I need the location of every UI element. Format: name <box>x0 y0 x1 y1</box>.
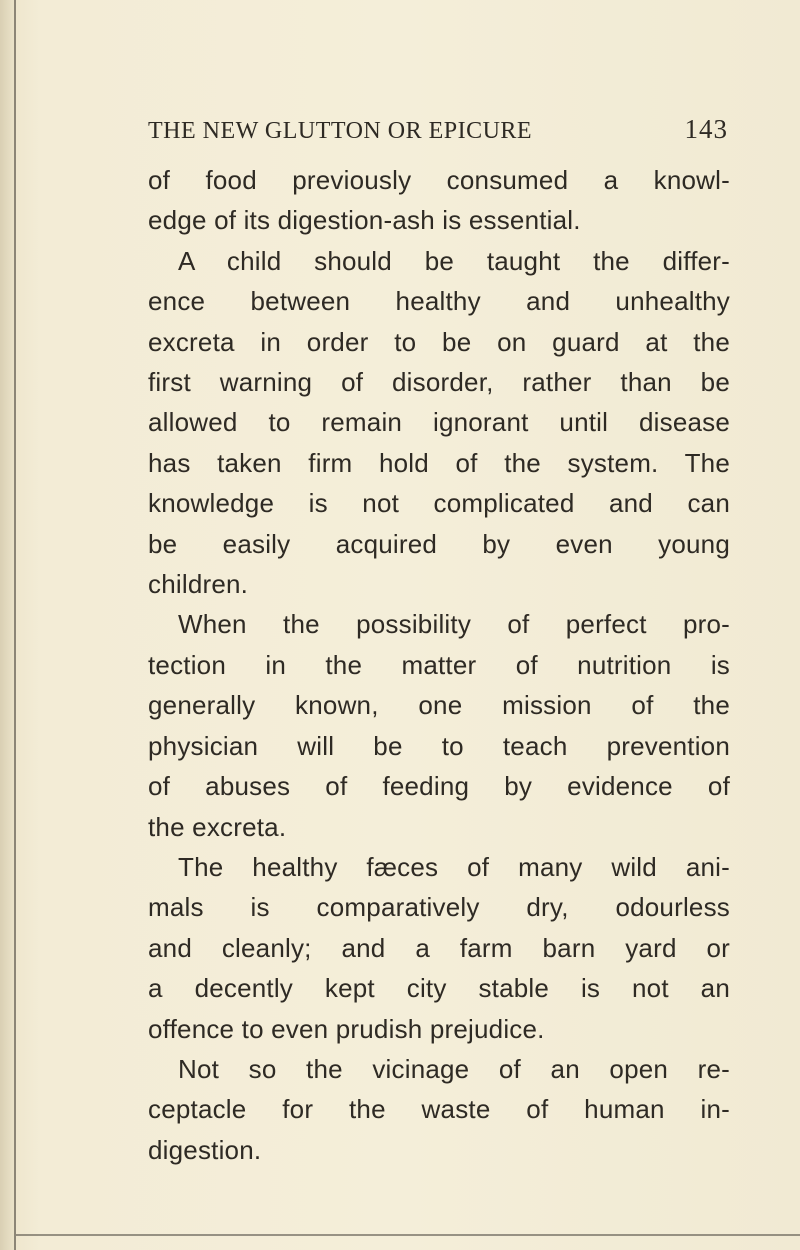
text-line: edge of its digestion-ash is essential. <box>148 205 581 236</box>
text-line: generally known, one mission of the <box>148 690 730 721</box>
text-line: be easily acquired by even young <box>148 528 730 559</box>
text-line: tection in the matter of nutrition is <box>148 649 730 680</box>
text-line: physician will be to teach prevention <box>148 730 730 761</box>
text-line: of abuses of feeding by evidence of <box>148 771 730 802</box>
text-line: a decently kept city stable is not an <box>148 973 730 1004</box>
text-line: Not so the vicinage of an open re- <box>178 1053 730 1084</box>
running-head <box>148 114 728 145</box>
page-number: 143 <box>684 114 728 144</box>
text-line: excreta in order to be on guard at the <box>148 326 730 357</box>
text-line: ceptacle for the waste of human in- <box>148 1094 730 1125</box>
text-line: mals is comparatively dry, odourless <box>148 892 730 923</box>
text-line: children. <box>148 569 249 600</box>
running-title: THE NEW GLUTTON OR EPICURE <box>148 118 533 144</box>
page-edge-line <box>14 0 16 1250</box>
text-line: A child should be taught the differ- <box>178 245 730 276</box>
text-line: of food previously consumed a knowl- <box>148 165 730 195</box>
text-line: first warning of disorder, rather than be <box>148 367 730 398</box>
text-line: and cleanly; and a farm barn yard or <box>148 932 730 963</box>
text-line: knowledge is not complicated and can <box>148 488 730 519</box>
text-line: allowed to remain ignorant until disease <box>148 407 730 438</box>
body-text <box>148 160 730 1170</box>
text-line: When the possibility of perfect pro- <box>178 609 730 640</box>
text-line: ence between healthy and unhealthy <box>148 286 730 317</box>
text-line: digestion. <box>148 1134 262 1165</box>
text-line: offence to even prudish prejudice. <box>148 1013 545 1044</box>
page-bottom-edge <box>16 1234 800 1236</box>
text-line: the excreta. <box>148 811 287 842</box>
text-line: The healthy fæces of many wild ani- <box>178 851 730 882</box>
text-line: has taken firm hold of the system. The <box>148 447 730 478</box>
binding-gutter <box>0 0 14 1250</box>
